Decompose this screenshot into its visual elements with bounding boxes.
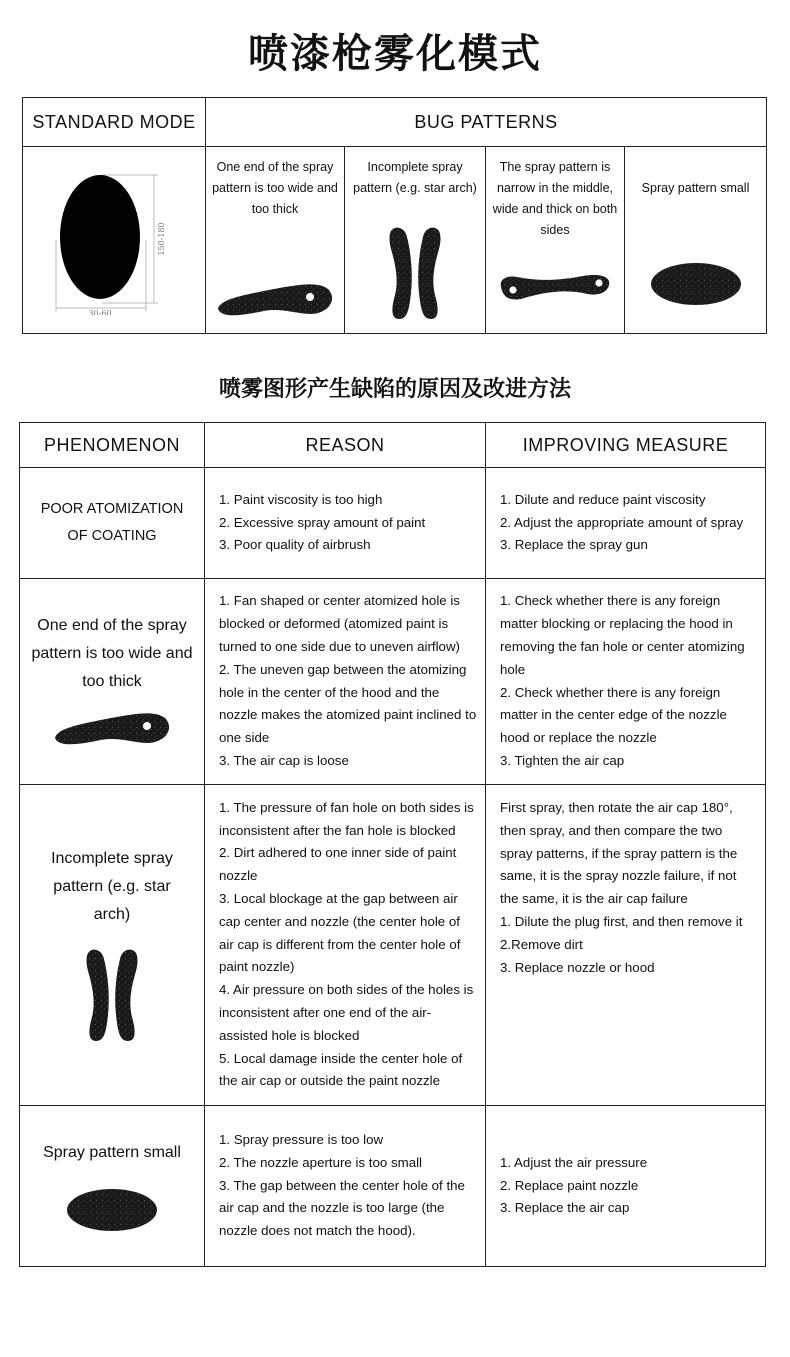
bug-cell-comet	[206, 147, 345, 334]
measure-cell	[486, 579, 766, 785]
bug-cell-star-arch	[345, 147, 486, 334]
star-arch-pattern-icon	[82, 945, 142, 1045]
bug-patterns-header: BUG PATTERNS	[206, 98, 767, 147]
list-item: 2. The nozzle aperture is too small	[219, 1154, 423, 1170]
list-item: 2. Check whether there is any foreign matter in the center edge of the nozzle hood or replace the nozzle	[500, 684, 727, 746]
reason-cell	[205, 579, 486, 785]
height-dimension-label: 150-180	[157, 222, 166, 256]
list-item: 5. Local damage inside the center hole of the air cap or outside the paint nozzle	[219, 1050, 463, 1089]
list-item: 4. Air pressure on both sides of the holes is inconsistent after one end of the air-assisted hole is blocked	[219, 982, 474, 1043]
measure-cell	[486, 785, 766, 1106]
list-item: 1. Spray pressure is too low	[219, 1132, 384, 1147]
bug-label: Spray pattern small	[641, 181, 750, 195]
list-item: 1. Fan shaped or center atomized hole is blocked or deformed (atomized paint is turned to one side due to uneven airflow)	[219, 593, 460, 654]
standard-oval-pattern-icon	[54, 165, 174, 315]
phenomenon-cell	[20, 1106, 205, 1267]
phenomenon-text: POOR ATOMIZATION OF COATING	[40, 501, 184, 544]
list-item: 1. The pressure of fan hole on both sides is inconsistent after the fan hole is blocked	[219, 799, 474, 838]
phenomenon-cell	[20, 579, 205, 785]
reason-cell	[205, 468, 486, 579]
table-row	[20, 785, 766, 1106]
list-item: 3. Replace nozzle or hood	[500, 959, 655, 975]
list-item: 3. Local blockage at the gap between air cap center and nozzle (the center hole of air cap is different from the center hole of paint nozzle)	[219, 891, 461, 975]
page-title: 喷漆枪雾化模式	[248, 31, 542, 77]
table-row	[20, 1106, 766, 1267]
standard-mode-header: STANDARD MODE	[23, 98, 206, 147]
bug-cell-dumbbell	[486, 147, 625, 334]
list-item: 2. Adjust the appropriate amount of spray	[500, 514, 744, 530]
list-item: 3. The gap between the center hole of the air cap and the nozzle is too large (the nozzle does not match the hood).	[219, 1177, 465, 1239]
list-item: 1. Dilute the plug first, and then remove it	[500, 913, 743, 929]
list-item: 1. Dilute and reduce paint viscosity	[500, 491, 706, 507]
reason-cell	[205, 785, 486, 1106]
list-item: 2. Dirt adhered to one inner side of paint nozzle	[219, 845, 457, 884]
defect-cause-table	[19, 422, 766, 1267]
dumbbell-pattern-icon	[497, 271, 613, 303]
list-item: 1. Check whether there is any foreign matter blocking or replacing the hood in removing the fan hole or center atomizing hole	[500, 593, 745, 677]
section-subtitle: 喷雾图形产生缺陷的原因及改进方法	[218, 377, 571, 402]
phenomenon-cell	[20, 785, 205, 1106]
phenomenon-text: Incomplete spray pattern (e.g. star arch)	[51, 850, 173, 923]
comet-pattern-icon	[214, 279, 336, 323]
list-item: First spray, then rotate the air cap 180°, then spray, and then compare the two spray patterns, if the spray pattern is the same, it is the spray nozzle failure, if not the same, it is the air cap failure	[500, 800, 738, 907]
table-row	[20, 579, 766, 785]
list-item: 2. Replace paint nozzle	[500, 1177, 639, 1193]
bug-label: The spray pattern is narrow in the middle, wide and thick on both sides	[492, 160, 618, 237]
bug-cell-small-oval	[625, 147, 767, 334]
reason-cell	[205, 1106, 486, 1267]
small-oval-pattern-icon	[649, 261, 743, 307]
standard-mode-cell	[23, 147, 206, 334]
measure-cell	[486, 1106, 766, 1267]
phenomenon-cell	[20, 468, 205, 579]
list-item: 3. Replace the spray gun	[500, 537, 648, 553]
star-arch-pattern-icon	[385, 223, 445, 323]
list-item: 2.Remove dirt	[500, 936, 583, 952]
phenomenon-text: One end of the spray pattern is too wide and too thick	[31, 616, 193, 690]
list-item: 3. Poor quality of airbrush	[219, 537, 371, 553]
table-row	[20, 468, 766, 579]
bug-label: Incomplete spray pattern (e.g. star arch)	[353, 160, 477, 195]
list-item: 3. Replace the air cap	[500, 1200, 630, 1216]
bug-label: One end of the spray pattern is too wide and too thick	[212, 160, 338, 216]
reason-header: REASON	[205, 423, 486, 468]
list-item: 3. The air cap is loose	[219, 752, 349, 768]
small-oval-pattern-icon	[65, 1187, 159, 1233]
width-dimension-label: 30-60	[88, 309, 112, 315]
pattern-overview-table	[22, 97, 767, 334]
comet-pattern-icon	[51, 708, 173, 752]
list-item: 1. Paint viscosity is too high	[219, 491, 383, 507]
measure-cell	[486, 468, 766, 579]
phenomenon-header: PHENOMENON	[20, 423, 205, 468]
phenomenon-text: Spray pattern small	[43, 1144, 181, 1161]
list-item: 1. Adjust the air pressure	[500, 1154, 648, 1170]
improving-measure-header: IMPROVING MEASURE	[486, 423, 766, 468]
list-item: 3. Tighten the air cap	[500, 752, 625, 768]
list-item: 2. Excessive spray amount of paint	[219, 514, 426, 530]
list-item: 2. The uneven gap between the atomizing hole in the center of the hood and the nozzle makes the atomized paint inclined to one side	[219, 661, 477, 746]
